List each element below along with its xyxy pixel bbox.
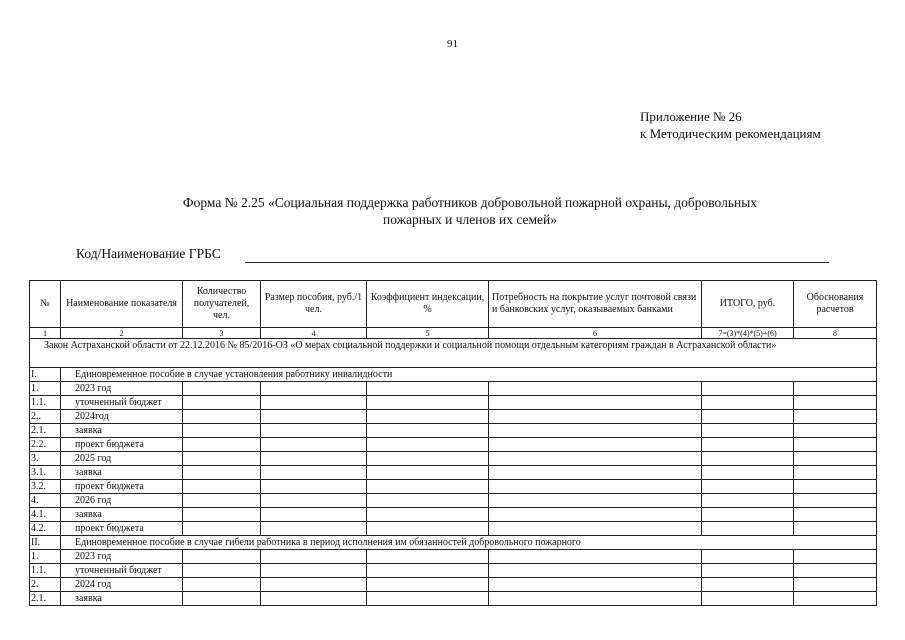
column-number: 5 bbox=[367, 328, 489, 339]
empty-cell[interactable] bbox=[367, 522, 489, 536]
empty-cell[interactable] bbox=[367, 410, 489, 424]
empty-cell[interactable] bbox=[261, 452, 367, 466]
empty-cell[interactable] bbox=[183, 494, 261, 508]
empty-cell[interactable] bbox=[794, 592, 877, 606]
header-cell: Размер пособия, руб./1 чел. bbox=[261, 281, 367, 328]
empty-cell[interactable] bbox=[367, 550, 489, 564]
empty-cell[interactable] bbox=[794, 466, 877, 480]
row-number: 3. bbox=[30, 452, 61, 466]
row-label: 2023 год bbox=[61, 550, 183, 564]
empty-cell[interactable] bbox=[367, 438, 489, 452]
header-row bbox=[30, 281, 877, 328]
empty-cell[interactable] bbox=[183, 410, 261, 424]
empty-cell[interactable] bbox=[183, 592, 261, 606]
row-number: 1. bbox=[30, 550, 61, 564]
row-label: 2023 год bbox=[61, 382, 183, 396]
empty-cell[interactable] bbox=[367, 480, 489, 494]
empty-cell[interactable] bbox=[702, 438, 794, 452]
header-cell: № bbox=[30, 281, 61, 328]
empty-cell[interactable] bbox=[489, 382, 702, 396]
header-cell: Количество получателей, чел. bbox=[183, 281, 261, 328]
row-label: заявка bbox=[61, 424, 183, 438]
row-label: проект бюджета bbox=[61, 522, 183, 536]
appendix-line-2: к Методическим рекомендациям bbox=[640, 126, 821, 141]
row-label: уточненный бюджет bbox=[61, 396, 183, 410]
empty-cell[interactable] bbox=[702, 382, 794, 396]
empty-cell[interactable] bbox=[489, 494, 702, 508]
table-row bbox=[30, 578, 877, 592]
column-number: 3 bbox=[183, 328, 261, 339]
empty-cell[interactable] bbox=[489, 522, 702, 536]
form-title-line-2: пожарных и членов их семей» bbox=[383, 212, 557, 227]
row-number: 2.1. bbox=[30, 424, 61, 438]
empty-cell[interactable] bbox=[367, 424, 489, 438]
row-number: 2.1. bbox=[30, 592, 61, 606]
empty-cell[interactable] bbox=[367, 396, 489, 410]
empty-cell[interactable] bbox=[702, 564, 794, 578]
form-table bbox=[29, 280, 877, 606]
row-number: 2. bbox=[30, 578, 61, 592]
row-number: 4. bbox=[30, 494, 61, 508]
empty-cell[interactable] bbox=[794, 424, 877, 438]
empty-cell[interactable] bbox=[794, 508, 877, 522]
empty-cell[interactable] bbox=[183, 452, 261, 466]
empty-cell[interactable] bbox=[367, 494, 489, 508]
empty-cell[interactable] bbox=[702, 452, 794, 466]
empty-cell[interactable] bbox=[702, 410, 794, 424]
row-number: II. bbox=[30, 536, 61, 550]
table-row bbox=[30, 396, 877, 410]
column-number: 4 bbox=[261, 328, 367, 339]
section-title: Единовременное пособие в случае гибели работника в период исполнения им обязанностей добровольного пожарного bbox=[61, 536, 877, 550]
column-number: 6 bbox=[489, 328, 702, 339]
law-text: Закон Астраханской области от 22.12.2016 № 85/2016-ОЗ «О мерах социальной поддержки и социальной помощи отдельным категориям граждан в Астраханской области» bbox=[30, 339, 877, 368]
empty-cell[interactable] bbox=[261, 522, 367, 536]
empty-cell[interactable] bbox=[794, 564, 877, 578]
empty-cell[interactable] bbox=[183, 382, 261, 396]
empty-cell[interactable] bbox=[702, 396, 794, 410]
table-row bbox=[30, 564, 877, 578]
column-number: 8 bbox=[794, 328, 877, 339]
empty-cell[interactable] bbox=[489, 480, 702, 494]
empty-cell[interactable] bbox=[183, 564, 261, 578]
form-title-line-1: Форма № 2.25 «Социальная поддержка работников добровольной пожарной охраны, добровольных bbox=[182, 195, 758, 210]
empty-cell[interactable] bbox=[367, 578, 489, 592]
grbs-label: Код/Наименование ГРБС bbox=[76, 246, 221, 261]
empty-cell[interactable] bbox=[183, 396, 261, 410]
table-row bbox=[30, 382, 877, 396]
empty-cell[interactable] bbox=[794, 578, 877, 592]
header-cell: Коэффициент индексации, % bbox=[367, 281, 489, 328]
table-row bbox=[30, 466, 877, 480]
empty-cell[interactable] bbox=[261, 564, 367, 578]
column-number: 1 bbox=[30, 328, 61, 339]
header-cell: Наименование показателя bbox=[61, 281, 183, 328]
empty-cell[interactable] bbox=[702, 522, 794, 536]
empty-cell[interactable] bbox=[183, 438, 261, 452]
law-row bbox=[30, 339, 877, 368]
row-number: 4.2. bbox=[30, 522, 61, 536]
row-label: заявка bbox=[61, 466, 183, 480]
appendix-note bbox=[640, 108, 821, 142]
empty-cell[interactable] bbox=[794, 494, 877, 508]
empty-cell[interactable] bbox=[794, 410, 877, 424]
empty-cell[interactable] bbox=[489, 396, 702, 410]
appendix-line-1: Приложение № 26 bbox=[640, 109, 742, 124]
empty-cell[interactable] bbox=[183, 522, 261, 536]
column-number: 7=(3)*(4)*(5)+(6) bbox=[702, 328, 794, 339]
row-number: 2.. bbox=[30, 410, 61, 424]
page-number: 91 bbox=[447, 38, 458, 50]
row-number: 1. bbox=[30, 382, 61, 396]
table-row bbox=[30, 424, 877, 438]
empty-cell[interactable] bbox=[794, 550, 877, 564]
empty-cell[interactable] bbox=[489, 550, 702, 564]
row-number: 3.2. bbox=[30, 480, 61, 494]
empty-cell[interactable] bbox=[183, 466, 261, 480]
row-label: 2024год bbox=[61, 410, 183, 424]
table-row bbox=[30, 452, 877, 466]
empty-cell[interactable] bbox=[702, 480, 794, 494]
table-row bbox=[30, 438, 877, 452]
empty-cell[interactable] bbox=[794, 382, 877, 396]
empty-cell[interactable] bbox=[702, 508, 794, 522]
row-label: проект бюджета bbox=[61, 438, 183, 452]
empty-cell[interactable] bbox=[702, 466, 794, 480]
empty-cell[interactable] bbox=[702, 550, 794, 564]
empty-cell[interactable] bbox=[183, 508, 261, 522]
empty-cell[interactable] bbox=[489, 578, 702, 592]
empty-cell[interactable] bbox=[489, 592, 702, 606]
empty-cell[interactable] bbox=[183, 480, 261, 494]
empty-cell[interactable] bbox=[367, 564, 489, 578]
table-row bbox=[30, 480, 877, 494]
empty-cell[interactable] bbox=[702, 494, 794, 508]
table-row bbox=[30, 522, 877, 536]
row-label: заявка bbox=[61, 508, 183, 522]
empty-cell[interactable] bbox=[794, 438, 877, 452]
table-row bbox=[30, 550, 877, 564]
empty-cell[interactable] bbox=[183, 424, 261, 438]
empty-cell[interactable] bbox=[261, 550, 367, 564]
empty-cell[interactable] bbox=[261, 410, 367, 424]
row-number: 4.1. bbox=[30, 508, 61, 522]
table-row bbox=[30, 508, 877, 522]
row-label: 2024 год bbox=[61, 578, 183, 592]
grbs-fill-line bbox=[245, 262, 829, 263]
empty-cell[interactable] bbox=[261, 578, 367, 592]
empty-cell[interactable] bbox=[183, 578, 261, 592]
empty-cell[interactable] bbox=[794, 480, 877, 494]
table-row bbox=[30, 592, 877, 606]
row-number: 3.1. bbox=[30, 466, 61, 480]
empty-cell[interactable] bbox=[489, 466, 702, 480]
empty-cell[interactable] bbox=[261, 480, 367, 494]
empty-cell[interactable] bbox=[702, 592, 794, 606]
header-cell: ИТОГО, руб. bbox=[702, 281, 794, 328]
empty-cell[interactable] bbox=[261, 494, 367, 508]
column-number-row bbox=[30, 328, 877, 339]
table-row bbox=[30, 494, 877, 508]
section-title: Единовременное пособие в случае установления работнику инвалидности bbox=[61, 368, 877, 382]
row-number: I. bbox=[30, 368, 61, 382]
row-label: проект бюджета bbox=[61, 480, 183, 494]
form-title bbox=[120, 194, 820, 228]
empty-cell[interactable] bbox=[794, 396, 877, 410]
empty-cell[interactable] bbox=[489, 438, 702, 452]
empty-cell[interactable] bbox=[261, 438, 367, 452]
column-number: 2 bbox=[61, 328, 183, 339]
row-label: 2026 год bbox=[61, 494, 183, 508]
empty-cell[interactable] bbox=[261, 424, 367, 438]
empty-cell[interactable] bbox=[261, 396, 367, 410]
empty-cell[interactable] bbox=[489, 452, 702, 466]
row-number: 1.1. bbox=[30, 564, 61, 578]
row-number: 2.2. bbox=[30, 438, 61, 452]
table-row bbox=[30, 410, 877, 424]
empty-cell[interactable] bbox=[367, 382, 489, 396]
empty-cell[interactable] bbox=[367, 466, 489, 480]
empty-cell[interactable] bbox=[794, 522, 877, 536]
empty-cell[interactable] bbox=[489, 508, 702, 522]
row-label: 2025 год bbox=[61, 452, 183, 466]
header-cell: Обоснования расчетов bbox=[794, 281, 877, 328]
empty-cell[interactable] bbox=[489, 564, 702, 578]
row-label: заявка bbox=[61, 592, 183, 606]
row-label: уточненный бюджет bbox=[61, 564, 183, 578]
empty-cell[interactable] bbox=[183, 550, 261, 564]
empty-cell[interactable] bbox=[261, 508, 367, 522]
empty-cell[interactable] bbox=[794, 452, 877, 466]
empty-cell[interactable] bbox=[367, 592, 489, 606]
empty-cell[interactable] bbox=[261, 382, 367, 396]
section-row bbox=[30, 368, 877, 382]
header-cell: Потребность на покрытие услуг почтовой связи и банковских услуг, оказываемых банками bbox=[489, 281, 702, 328]
empty-cell[interactable] bbox=[702, 424, 794, 438]
empty-cell[interactable] bbox=[367, 508, 489, 522]
empty-cell[interactable] bbox=[261, 466, 367, 480]
row-number: 1.1. bbox=[30, 396, 61, 410]
empty-cell[interactable] bbox=[702, 578, 794, 592]
empty-cell[interactable] bbox=[489, 410, 702, 424]
section-row bbox=[30, 536, 877, 550]
empty-cell[interactable] bbox=[367, 452, 489, 466]
empty-cell[interactable] bbox=[261, 592, 367, 606]
empty-cell[interactable] bbox=[489, 424, 702, 438]
